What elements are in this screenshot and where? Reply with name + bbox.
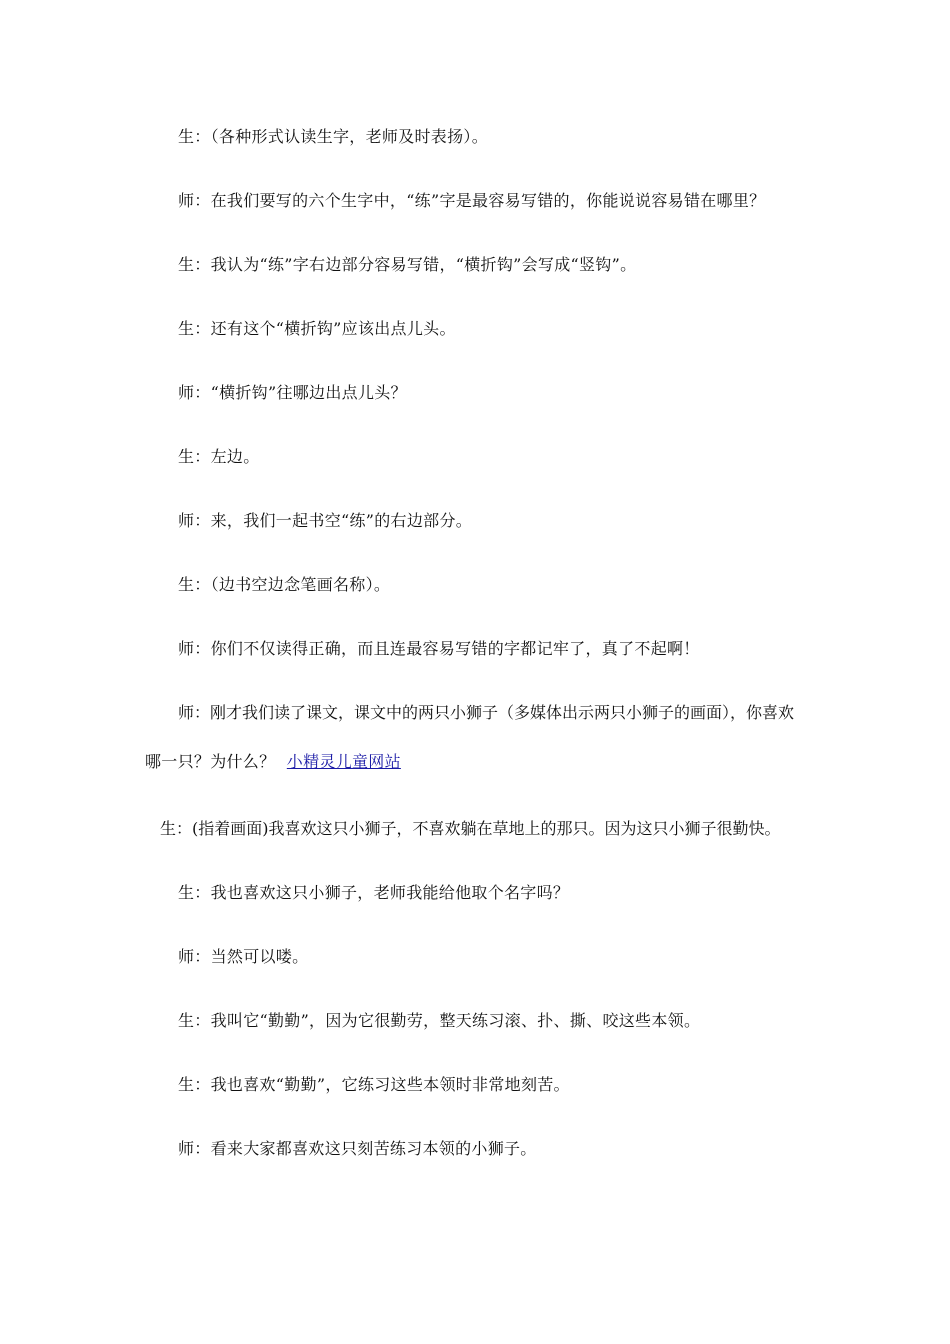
paragraph-with-link — [145, 751, 401, 773]
paragraph: 师：看来大家都喜欢这只刻苦练习本领的小狮子。 — [178, 1139, 537, 1158]
paragraph: 生：我也喜欢这只小狮子，老师我能给他取个名字吗？ — [178, 883, 570, 902]
paragraph: 生：(指着画面)我喜欢这只小狮子，不喜欢躺在草地上的那只。因为这只小狮子很勤快。 — [160, 819, 781, 838]
paragraph: 师：“横折钩”往哪边出点儿头？ — [178, 383, 407, 402]
paragraph: 生：（各种形式认读生字，老师及时表扬）。 — [178, 127, 489, 146]
paragraph: 生：还有这个“横折钩”应该出点儿头。 — [178, 319, 456, 338]
paragraph: 生：我也喜欢“勤勤”，它练习这些本领时非常地刻苦。 — [178, 1075, 570, 1094]
paragraph: 生：（边书空边念笔画名称）。 — [178, 575, 391, 594]
paragraph: 生：我认为“练”字右边部分容易写错，“横折钩”会写成“竖钩”。 — [178, 255, 637, 274]
paragraph: 师：在我们要写的六个生字中，“练”字是最容易写错的，你能说说容易错在哪里？ — [178, 191, 766, 210]
paragraph: 师：来，我们一起书空“练”的右边部分。 — [178, 511, 473, 530]
paragraph: 师：当然可以喽。 — [178, 947, 309, 966]
paragraph: 生：我叫它“勤勤”，因为它很勤劳，整天练习滚、扑、撕、咬这些本领。 — [178, 1011, 701, 1030]
paragraph-text: 哪一只？为什么？ — [145, 752, 276, 771]
site-link[interactable]: 小精灵儿童网站 — [286, 752, 401, 771]
paragraph: 师：刚才我们读了课文，课文中的两只小狮子（多媒体出示两只小狮子的画面），你喜欢 — [178, 703, 795, 722]
paragraph: 师：你们不仅读得正确，而且连最容易写错的字都记牢了，真了不起啊！ — [178, 639, 700, 658]
paragraph: 生：左边。 — [178, 447, 260, 466]
